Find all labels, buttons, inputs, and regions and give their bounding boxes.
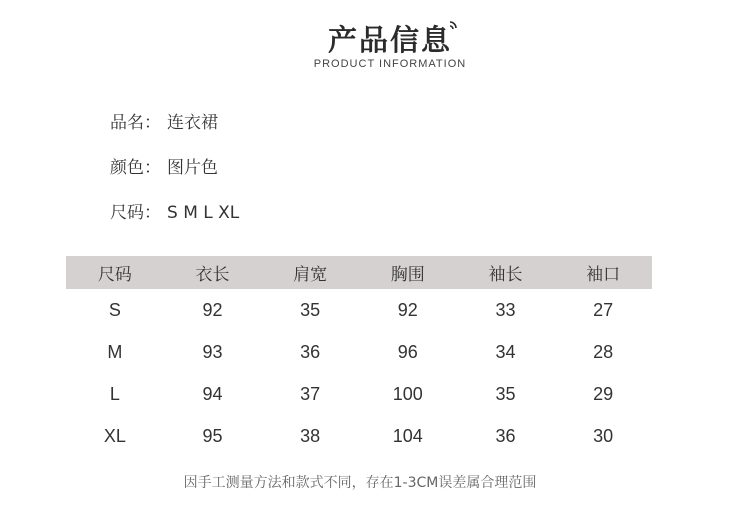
table-cell: 100 [392, 383, 423, 404]
table-cell: 29 [593, 383, 614, 404]
table-cell: 27 [593, 299, 614, 320]
size-chart-table [66, 256, 652, 457]
product-name-label: 品名： [110, 113, 161, 133]
table-cell: 28 [593, 341, 614, 362]
signal-arcs-icon [447, 20, 461, 34]
column-header-cuff: 袖口 [554, 256, 652, 289]
table-cell: 92 [202, 299, 223, 320]
table-cell: 30 [593, 425, 614, 446]
product-size-row [110, 198, 239, 223]
size-chart-header-row [66, 256, 652, 289]
column-header-sleeve-length: 袖长 [457, 256, 555, 289]
table-row [66, 415, 652, 457]
product-size-label: 尺码： [110, 203, 161, 223]
table-cell: 35 [495, 383, 516, 404]
table-cell: 36 [300, 341, 321, 362]
product-name-value: 连衣裙 [167, 113, 218, 133]
table-cell: 38 [300, 425, 321, 446]
page-subtitle: PRODUCT INFORMATION [313, 58, 467, 70]
column-header-shoulder: 肩宽 [261, 256, 359, 289]
page-title: 产品信息 [327, 23, 452, 57]
table-cell: 37 [300, 383, 321, 404]
product-color-label: 颜色： [110, 158, 161, 178]
table-cell: L [109, 383, 120, 404]
table-cell: 33 [495, 299, 516, 320]
table-row [66, 373, 652, 415]
column-header-size: 尺码 [66, 256, 164, 289]
table-cell: M [107, 341, 123, 362]
page-header [0, 0, 750, 80]
table-cell: 94 [202, 383, 223, 404]
table-cell: 95 [202, 425, 223, 446]
product-size-value: S M L XL [167, 203, 240, 223]
column-header-bust: 胸围 [359, 256, 457, 289]
table-cell: 36 [495, 425, 516, 446]
table-cell: S [108, 299, 121, 320]
column-header-length: 衣长 [164, 256, 262, 289]
table-cell: 93 [202, 341, 223, 362]
table-cell: 96 [397, 341, 418, 362]
table-cell: XL [103, 425, 126, 446]
table-cell: 92 [397, 299, 418, 320]
table-row [66, 289, 652, 331]
product-color-value: 图片色 [167, 158, 218, 178]
table-cell: 35 [300, 299, 321, 320]
measurement-note: 因手工测量方法和款式不同，存在1-3CM误差属合理范围 [183, 475, 537, 491]
product-name-row [110, 108, 218, 133]
table-cell: 104 [392, 425, 423, 446]
table-cell: 34 [495, 341, 516, 362]
table-row [66, 331, 652, 373]
product-color-row [110, 153, 218, 178]
